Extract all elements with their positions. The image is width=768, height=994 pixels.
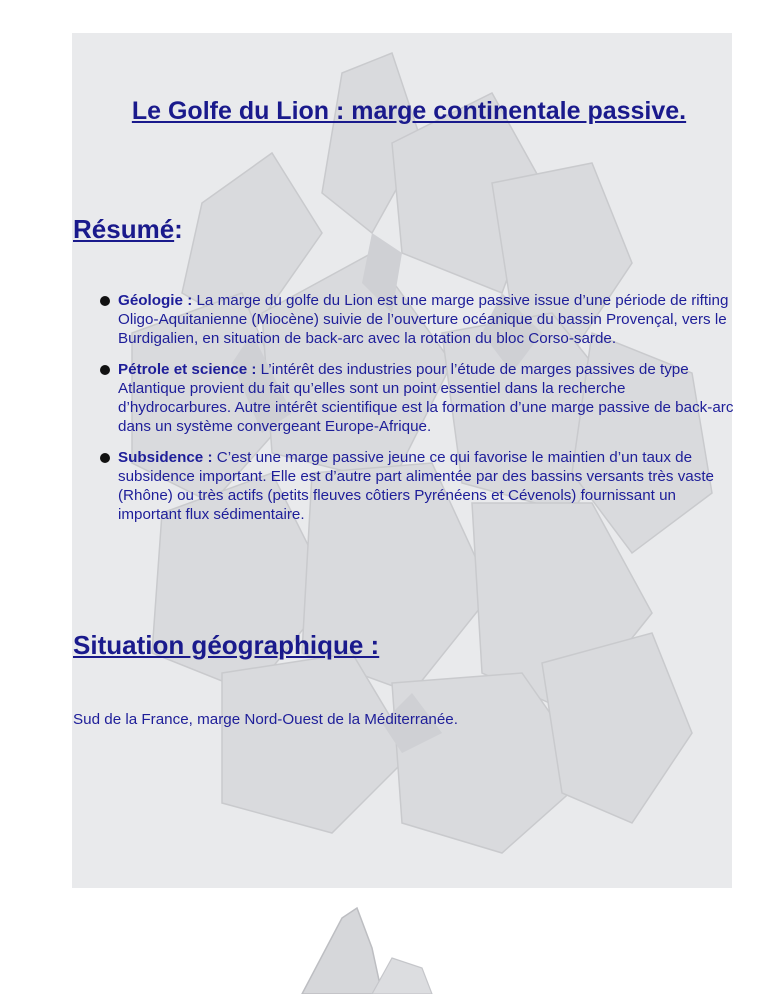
resume-heading xyxy=(73,214,183,244)
bullet-text: C’est une marge passive jeune ce qui favorise le maintien d’un taux de subsidence important. Elle est d’autre part alimentée par des bassins versants très vaste (Rhône) ou très actifs (petits fleuves côtiers Pyrénéens et Cévenols) fournissant un important flux sédimentaire. xyxy=(118,449,714,523)
bullet-label: Subsidence : xyxy=(118,449,213,466)
bullet-label: Géologie : xyxy=(118,292,193,309)
situation-heading xyxy=(73,630,379,660)
situation-heading-text: Situation géographique : xyxy=(73,630,380,660)
resume-bullet-list xyxy=(95,291,735,536)
bullet-dot-icon xyxy=(100,453,110,463)
bullet-text: L’intérêt des industries pour l’étude de marges passives de type Atlantique provient du fait qu’elles sont un point essentiel dans la recherche d’hydrocarbures. Autre intérêt scientifique est la formation d’une marge passive de back-arc dans un système convergeant Europe-Afrique. xyxy=(118,361,734,435)
resume-heading-colon: : xyxy=(174,214,183,244)
document-title: Le Golfe du Lion : marge continentale passive. xyxy=(131,97,687,125)
resume-heading-text: Résumé xyxy=(73,214,175,244)
bullet-geologie xyxy=(95,291,735,348)
bullet-petrole xyxy=(95,360,735,436)
situation-text: Sud de la France, marge Nord-Ouest de la Méditerranée. xyxy=(73,711,458,728)
bullet-text: La marge du golfe du Lion est une marge passive issue d’une période de rifting Oligo-Aquitanienne (Miocène) suivie de l’ouverture océanique du bassin Provençal, vers le Burdigalien, en situation de back-arc avec la rotation du bloc Corso-sarde. xyxy=(118,292,729,347)
bullet-dot-icon xyxy=(100,296,110,306)
bullet-label: Pétrole et science : xyxy=(118,361,257,378)
bullet-dot-icon xyxy=(100,365,110,375)
bullet-subsidence xyxy=(95,448,735,524)
